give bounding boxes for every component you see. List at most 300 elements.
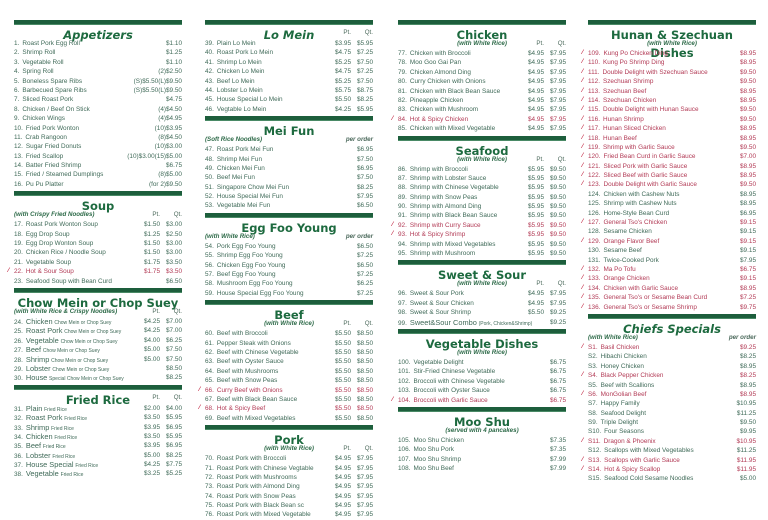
price-pint: $4.25: [144, 327, 160, 335]
menu-item: [14, 124, 182, 133]
item-name: Pork Egg Foo Young: [216, 242, 276, 250]
price-quart: $7.99: [550, 465, 566, 473]
item-number: 39.: [205, 40, 214, 47]
price-pint: $5.95: [528, 240, 544, 248]
item-prices: [160, 95, 182, 104]
item-name: Roast Pork: [25, 326, 63, 336]
menu-item: [205, 77, 373, 86]
menu-item: [205, 492, 373, 501]
section-title: Mei Fun: [263, 124, 315, 139]
price-quart: $8.50: [357, 395, 373, 403]
item-prices: [522, 221, 566, 230]
price-quart: $10.95: [736, 400, 756, 408]
menu-item: [14, 355, 182, 364]
item-name: Roast Pork with Mixed Vegetable: [216, 511, 311, 519]
menu-item: [14, 451, 182, 460]
item-number: 59.: [205, 289, 214, 297]
price-pint: $4.95: [335, 511, 351, 519]
item-name-detail: Fried Rice: [44, 406, 67, 413]
item-name: Moo Shu Chicken: [413, 436, 464, 444]
item-prices: [329, 48, 373, 57]
item-prices: [138, 355, 182, 364]
item-name: Triple Delight: [600, 419, 639, 427]
section-title-row: [398, 335, 566, 351]
section-subtitle: (with White Rice): [457, 280, 507, 288]
section-subtitle-row: [588, 39, 756, 49]
menu-item: [588, 418, 756, 427]
hot-pepper-icon: ⁄: [392, 396, 394, 403]
item-number: 2.: [14, 49, 20, 57]
item-prices: [138, 220, 182, 229]
item-number: 107.: [398, 455, 411, 463]
menu-item: [582, 284, 756, 293]
item-prices: [160, 373, 182, 382]
item-prices: [160, 364, 182, 373]
price-headers: [138, 307, 182, 317]
menu-item: [14, 326, 182, 335]
item-number: 54.: [205, 242, 214, 250]
hot-pepper-icon: ⁄: [582, 87, 584, 94]
menu-item: [398, 377, 566, 386]
item-name: General Tso's or Sesame Bean Curd: [603, 294, 708, 302]
item-name: Beef with Scallions: [600, 381, 655, 389]
item-name: Beef: [25, 441, 42, 451]
price-header: Pt.: [536, 155, 544, 163]
menu-item: [205, 473, 373, 482]
item-number: 87.: [398, 174, 407, 182]
item-number: 85.: [398, 125, 407, 133]
menu-item: [398, 308, 566, 317]
item-prices: [329, 339, 373, 348]
price-quart: $8.95: [740, 50, 756, 57]
menu-item: [398, 358, 566, 367]
item-prices: [329, 492, 373, 501]
item-number: 9.: [14, 115, 20, 123]
price-quart: $7.95: [550, 68, 566, 76]
price-quart: $8.95: [740, 390, 756, 398]
section-divider: [14, 385, 182, 390]
item-name: Seafood Soup with Bean Curd: [25, 277, 112, 285]
hot-pepper-icon: ⁄: [199, 386, 201, 393]
menu-item: [205, 454, 373, 463]
item-prices: [734, 390, 756, 399]
price-quart: $8.95: [740, 200, 756, 208]
price-quart: $9.15: [740, 228, 756, 236]
price-quart: $8.95: [740, 96, 756, 104]
menu-item: [398, 249, 566, 258]
price-headers: [522, 39, 566, 49]
price-quart: $8.25: [357, 183, 373, 191]
item-number: 84.: [398, 115, 407, 123]
item-number: 26.: [14, 337, 23, 345]
section-divider: [205, 213, 373, 218]
price-pint: $5.95: [528, 212, 544, 220]
price-headers: [329, 319, 373, 329]
price-header: Qt.: [173, 393, 182, 401]
item-number: 73.: [205, 483, 214, 491]
item-name: Beef with Black Bean Sauce: [216, 395, 298, 403]
item-prices: [329, 473, 373, 482]
item-number: 67.: [205, 395, 214, 403]
section-divider: [398, 20, 566, 25]
item-number: 99.: [398, 319, 407, 327]
price-quart: $7.00: [166, 327, 182, 335]
price-header: Pt.: [343, 445, 351, 453]
price-pint: (S)$5.50: [133, 86, 159, 94]
hot-pepper-icon: ⁄: [392, 115, 394, 122]
item-name: Seafood Delight: [600, 409, 647, 417]
price-quart: $9.25: [550, 309, 566, 317]
item-name: Kung Po Chicken Ding: [603, 50, 668, 57]
menu-item: [14, 86, 182, 95]
item-number: 20.: [14, 249, 23, 257]
price-quart: $9.50: [550, 240, 566, 248]
item-number: S11.: [588, 437, 601, 445]
menu-item: [14, 48, 182, 57]
item-number: 7.: [14, 96, 20, 104]
item-prices: [351, 192, 373, 201]
item-name: Shrimp Lo Mein: [216, 58, 262, 66]
hot-pepper-icon: ⁄: [582, 50, 584, 56]
item-name: Moo Goo Gai Pan: [409, 59, 462, 67]
section-subtitle-row: [398, 426, 566, 436]
item-name: Shrimp Mei Fun: [216, 155, 262, 163]
item-name: Vegetable: [25, 335, 59, 345]
price-header: Pt.: [343, 29, 351, 36]
price-quart: $6.25: [166, 336, 182, 344]
item-prices: [734, 180, 756, 189]
item-prices: [734, 105, 756, 114]
item-prices: [734, 456, 756, 465]
menu-item: [398, 193, 566, 202]
item-name: Fried Scallop: [25, 152, 64, 160]
item-name: House Special Egg Foo Young: [216, 289, 304, 297]
item-number: 110.: [588, 59, 600, 67]
item-number: 30.: [14, 375, 23, 383]
price-quart: $5.00: [740, 475, 756, 483]
item-name: Vegetable Roll: [22, 58, 64, 66]
price-quart: $11.25: [736, 409, 756, 417]
item-number: 98.: [398, 309, 407, 317]
hot-pepper-icon: ⁄: [582, 294, 584, 301]
item-prices: [329, 386, 373, 395]
menu-item: [14, 317, 182, 326]
price-pint: $4.95: [528, 106, 544, 114]
item-number: 97.: [398, 299, 407, 307]
item-prices: [522, 87, 566, 96]
menu-item: [582, 124, 756, 133]
item-number: 113.: [588, 87, 600, 95]
price-pint: $4.95: [335, 455, 351, 463]
price-quart: $5.95: [357, 40, 373, 47]
item-prices: [160, 48, 182, 57]
item-prices: [138, 326, 182, 335]
price-pint: $5.50: [335, 414, 351, 422]
item-prices: [158, 105, 182, 114]
item-prices: [351, 261, 373, 270]
item-name: Shrimp Roll: [22, 49, 56, 57]
price-pint: $4.95: [335, 473, 351, 481]
section-divider: [14, 20, 182, 25]
item-name: Roast Pork with Mushrooms: [216, 473, 297, 481]
menu-item: [205, 39, 373, 48]
item-prices: [138, 432, 182, 441]
item-number: 116.: [588, 115, 600, 123]
item-name: Egg Drop Wonton Soup: [25, 240, 94, 248]
section-divider: [588, 314, 756, 319]
item-prices: [351, 279, 373, 288]
section-subtitle: (with White Rice): [457, 348, 507, 356]
price-quart: $7.95: [357, 511, 373, 519]
price-quart: $9.95: [740, 428, 756, 436]
price-quart: $5.95: [166, 432, 182, 440]
item-name: Chicken with Black Bean Sauce: [409, 87, 501, 95]
menu-item: [392, 230, 566, 239]
item-number: 18.: [14, 230, 23, 238]
menu-item: [398, 436, 566, 445]
item-name-detail: Chow Mein or Chop Suey: [42, 348, 100, 355]
price-pint: $4.95: [528, 125, 544, 133]
item-prices: [138, 239, 182, 248]
item-number: 92.: [398, 221, 407, 229]
price-quart: (for 2)$9.50: [148, 180, 182, 188]
item-prices: [734, 352, 756, 361]
price-quart: $8.95: [740, 284, 756, 292]
item-number: 95.: [398, 250, 407, 258]
item-prices: [734, 246, 756, 255]
hot-pepper-icon: ⁄: [582, 68, 584, 75]
item-prices: [351, 183, 373, 192]
menu-item: [14, 77, 182, 86]
menu-item: [205, 105, 373, 114]
price-quart: (4)$4.95: [158, 115, 182, 123]
menu-item: [582, 371, 756, 380]
item-number: 131.: [588, 256, 601, 264]
price-pint: $5.50: [335, 395, 351, 403]
menu-section-appetizers: [14, 20, 182, 189]
menu-item: [582, 49, 756, 58]
menu-item: [14, 95, 182, 104]
price-quart: $11.95: [736, 466, 756, 474]
section-subtitle: (with White Rice): [647, 40, 697, 47]
menu-item: [14, 364, 182, 373]
item-number: 47.: [205, 146, 214, 154]
per-order-label: per order: [345, 136, 373, 144]
item-name: Roast Pork Mei Fun: [216, 146, 274, 154]
menu-item: [205, 58, 373, 67]
item-prices: [522, 299, 566, 308]
price-quart: $6.75: [166, 162, 182, 170]
section-title: Pork: [274, 433, 304, 448]
item-prices: [522, 308, 566, 317]
menu-item: [392, 115, 566, 124]
menu-item: [14, 142, 182, 151]
price-pint: $4.95: [335, 502, 351, 510]
price-quart: $6.75: [550, 358, 566, 366]
price-quart: (2)$2.50: [158, 68, 182, 76]
price-quart: $8.95: [740, 190, 756, 198]
section-title-row: [14, 26, 182, 42]
item-number: 13.: [14, 152, 23, 160]
item-name: Roast Pork Egg Roll: [22, 40, 80, 47]
item-name-detail: Fried Rice: [54, 434, 78, 441]
menu-item: [205, 367, 373, 376]
price-quart: $6.95: [357, 164, 373, 172]
section-title-row: [14, 391, 182, 407]
price-quart: $8.95: [740, 381, 756, 389]
section-subtitle: (served with 4 pancakes): [445, 426, 519, 434]
item-number: 77.: [398, 50, 407, 57]
item-number: 86.: [398, 165, 407, 173]
menu-column-1: [8, 18, 182, 479]
item-prices: [138, 404, 182, 413]
menu-item: [205, 376, 373, 385]
menu-item: [205, 145, 373, 154]
menu-item: [14, 248, 182, 257]
item-prices: [734, 418, 756, 427]
price-quart: $9.25: [740, 343, 756, 351]
hot-pepper-icon: ⁄: [582, 78, 584, 85]
hot-pepper-icon: ⁄: [582, 106, 584, 113]
item-name: Shrimp Egg Foo Young: [216, 252, 283, 260]
menu-item: [14, 345, 182, 354]
item-name: Batter Fried Shrimp: [25, 162, 82, 170]
price-quart: $7.95: [550, 50, 566, 57]
item-number: 52.: [205, 193, 214, 201]
item-number: 132.: [588, 265, 601, 273]
item-prices: [544, 455, 566, 464]
price-quart: $7.95: [550, 59, 566, 67]
menu-item: [398, 289, 566, 298]
item-prices: [138, 336, 182, 345]
item-name: Scallops with Mixed Vegetables: [604, 447, 694, 455]
price-quart: $9.50: [550, 184, 566, 192]
item-name: Happy Family: [600, 400, 640, 408]
price-quart: $7.95: [740, 256, 756, 264]
item-prices: [138, 230, 182, 239]
item-name: Hibachi Chicken: [600, 353, 647, 361]
section-subtitle-row: [205, 232, 373, 242]
price-quart: $11.25: [736, 447, 756, 455]
price-quart: $7.95: [550, 78, 566, 86]
item-number: 37.: [14, 462, 23, 470]
item-number: S13.: [588, 456, 602, 464]
item-prices: [149, 180, 182, 189]
price-quart: $7.25: [357, 252, 373, 260]
price-quart: $7.95: [357, 483, 373, 491]
section-title-row: [205, 219, 373, 235]
item-number: 129.: [588, 237, 601, 245]
item-name: Moo Shu Beef: [413, 465, 454, 473]
section-subtitle-row: [398, 155, 566, 165]
item-number: 65.: [205, 377, 214, 385]
item-name: Hot & Spicy Scallop: [604, 466, 661, 474]
item-prices: [734, 162, 756, 171]
item-name-detail: Fried Rice: [64, 416, 88, 423]
item-number: 50.: [205, 174, 214, 182]
menu-item: [582, 456, 756, 465]
item-prices: [734, 199, 756, 208]
menu-item: [588, 409, 756, 418]
menu-item: [588, 246, 756, 255]
item-prices: [522, 96, 566, 105]
item-prices: [160, 39, 182, 48]
item-number: 14.: [14, 162, 23, 170]
item-number: 82.: [398, 96, 407, 104]
item-name: Plain: [25, 403, 43, 413]
price-quart: $8.50: [166, 364, 182, 372]
item-prices: [522, 49, 566, 58]
item-prices: [329, 39, 373, 48]
item-number: 11.: [14, 133, 23, 141]
item-name-detail: Fried Rice: [42, 444, 66, 451]
item-prices: [544, 436, 566, 445]
menu-item: [205, 261, 373, 270]
price-quart: $7.95: [357, 473, 373, 481]
item-name: Boneless Spare Ribs: [22, 77, 83, 85]
item-prices: [522, 174, 566, 183]
item-prices: [734, 474, 756, 483]
price-quart: $9.50: [740, 106, 756, 114]
item-prices: [351, 270, 373, 279]
item-number: 66.: [205, 386, 214, 394]
item-prices: [134, 86, 182, 95]
item-number: 51.: [205, 183, 214, 191]
price-quart: (10)$3.00: [154, 143, 182, 151]
item-name: Beef Egg Foo Young: [216, 271, 276, 279]
item-name: Vegetable Delight: [413, 358, 464, 366]
price-quart: $7.95: [357, 502, 373, 510]
price-quart: $9.50: [550, 221, 566, 229]
price-header: Qt.: [557, 280, 566, 288]
item-number: S5.: [588, 381, 598, 389]
item-number: 96.: [398, 290, 407, 298]
item-number: 126.: [588, 209, 601, 217]
item-name-detail: Chow Mein or Chop Suey: [60, 338, 118, 345]
item-name: Vegtable Lo Mein: [216, 105, 267, 113]
item-name: Beef Mei Fun: [216, 174, 255, 182]
item-prices: [127, 152, 182, 161]
menu-item: [398, 183, 566, 192]
menu-item: [398, 318, 566, 327]
item-name: Fried Pork Wonton: [25, 124, 80, 132]
price-quart: $7.35: [550, 436, 566, 444]
item-prices: [734, 190, 756, 199]
price-quart: $9.50: [740, 419, 756, 427]
hot-pepper-icon: ⁄: [582, 59, 584, 66]
item-number: 24.: [14, 318, 23, 326]
item-prices: [351, 242, 373, 251]
price-quart: $9.50: [550, 212, 566, 220]
item-name: Roast Pork with Broccoli: [216, 455, 287, 463]
price-header: Pt.: [152, 307, 160, 315]
price-pint: $5.75: [335, 86, 351, 94]
item-name: Lobster: [25, 450, 51, 460]
price-pint: $1.50: [144, 249, 160, 257]
section-divider: [205, 425, 373, 430]
item-prices: [734, 87, 756, 96]
item-name-detail: Chow Mein or Chop Suey: [51, 357, 109, 364]
price-quart: $8.25: [166, 374, 182, 382]
price-quart: $7.95: [550, 115, 566, 123]
item-prices: [329, 95, 373, 104]
item-number: 49.: [205, 164, 214, 172]
price-quart: $7.25: [357, 271, 373, 279]
item-number: 135.: [588, 294, 601, 302]
menu-column-4: [582, 18, 756, 484]
item-name: Beef with Mushrooms: [216, 367, 279, 375]
item-name: Moo Shu Shrimp: [413, 455, 462, 463]
